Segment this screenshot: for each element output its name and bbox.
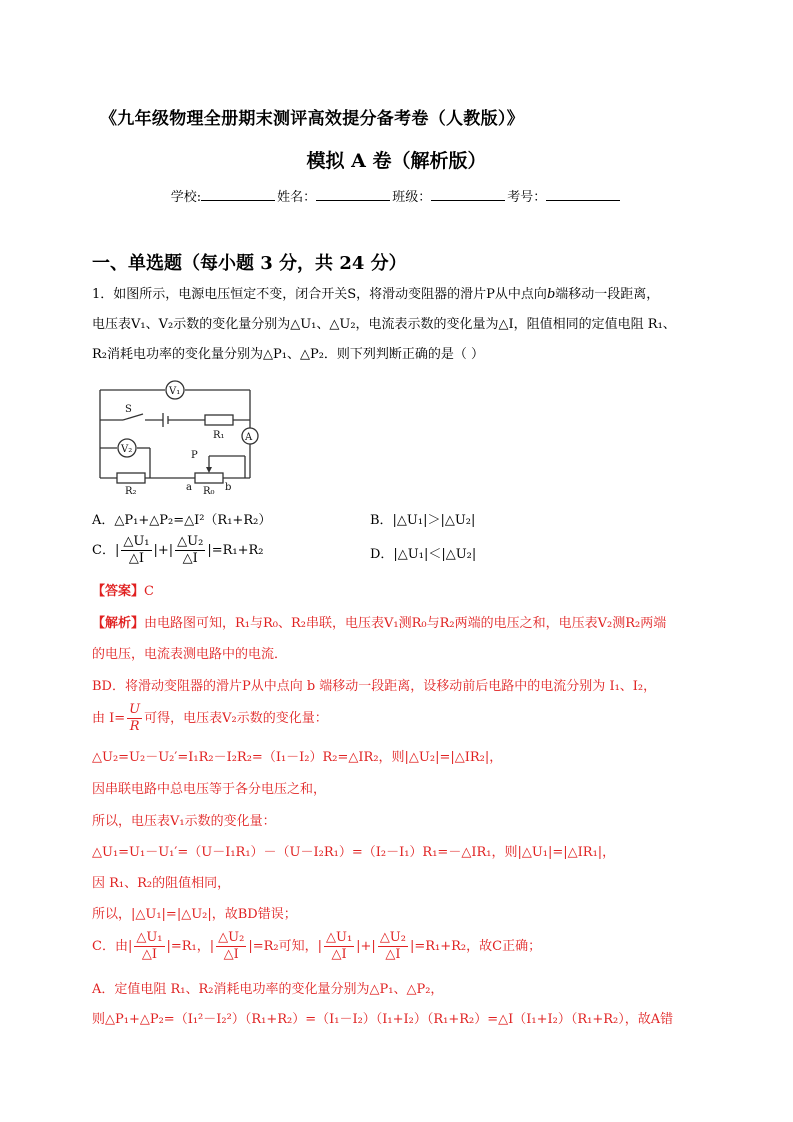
fraction	[378, 930, 408, 963]
fraction-den: △I	[385, 947, 401, 962]
label-s: S	[125, 404, 132, 415]
fraction-num: U	[129, 702, 141, 717]
analysis-label: 【解析】	[92, 616, 145, 631]
name-blank	[316, 189, 390, 201]
question-number: 1．	[92, 287, 114, 302]
analysis-line-13: 则△P₁+△P₂=（I₁²－I₂²）（R₁+R₂）=（I₁－I₂）（I₁+I₂）（R₁+R₂）=△I（I₁+I₂）（R₁+R₂），故A错	[92, 1012, 674, 1027]
option-b[interactable]: B．|△U₁|＞|△U₂|	[370, 513, 476, 528]
name-label: 姓名：	[277, 190, 317, 205]
student-info-line	[0, 186, 793, 205]
question-line-2: 电压表V₁、V₂示数的变化量分别为△U₁、△U₂，电流表示数的变化量为△I，阻值相同的定值电阻 R₁、	[92, 317, 676, 332]
question-line-1	[92, 280, 712, 310]
analysis-text-1: 由电路图可知，R₁与R₀、R₂串联，电压表V₁测R₀与R₂两端的电压之和，电压表V₂测R₂两端	[144, 616, 667, 631]
fraction-den: △I	[182, 551, 198, 566]
analysis-11-m3: |+|	[356, 939, 376, 954]
option-a[interactable]: A．△P₁+△P₂=△I²（R₁+R₂）	[92, 513, 272, 528]
answer-label: 【答案】	[92, 584, 145, 599]
analysis-line-12: A．定值电阻 R₁、R₂消耗电功率的变化量分别为△P₁、△P₂，	[92, 982, 444, 997]
fraction-num: △U₂	[379, 930, 406, 945]
analysis-line-8: △U₁=U₁－U₁′=（U－I₁R₁）－（U－I₂R₁）=（I₂－I₁）R₁=－△IR₁，则|△U₁|=|△IR₁|，	[92, 845, 616, 860]
analysis-4-pre: 由 I=	[92, 711, 126, 726]
fraction-den: R	[129, 719, 140, 734]
option-c-end: |=R₁+R₂	[207, 543, 264, 558]
label-r1: R₁	[213, 430, 225, 441]
option-c-prefix: C．|	[92, 543, 120, 558]
label-r0: R₀	[203, 486, 215, 496]
analysis-11-end: |=R₁+R₂，故C正确；	[409, 939, 542, 954]
analysis-11-pre: C．由|	[92, 939, 133, 954]
option-c[interactable]	[92, 534, 264, 567]
exam-no-label: 考号：	[507, 190, 547, 205]
analysis-line-9: 因 R₁、R₂的阻值相同，	[92, 876, 231, 891]
analysis-line-1	[92, 612, 666, 631]
analysis-4-post: 可得，电压表V₂示数的变化量：	[144, 711, 328, 726]
analysis-line-7: 所以，电压表V₁示数的变化量：	[92, 814, 276, 829]
fraction-den: △I	[128, 551, 144, 566]
label-v2: V₂	[121, 444, 133, 455]
school-label: 学校:	[170, 190, 202, 205]
fraction-num: △U₁	[136, 930, 163, 945]
question-stem	[92, 280, 712, 370]
fraction	[175, 534, 205, 567]
exam-no-blank	[546, 189, 620, 201]
document-subtitle: 模拟 A 卷（解析版）	[306, 150, 487, 172]
label-end-b: b	[225, 482, 232, 493]
fraction	[127, 702, 142, 735]
section-heading: 一、单选题（每小题 3 分，共 24 分）	[92, 253, 407, 274]
fraction	[134, 930, 164, 963]
fraction-num: △U₁	[325, 930, 353, 945]
answer-value: C	[144, 584, 154, 599]
analysis-11-m1: |=R₁，|	[166, 939, 215, 954]
label-r2: R₂	[125, 486, 137, 496]
label-end-a: a	[186, 482, 192, 493]
analysis-line-3: BD．将滑动变阻器的滑片P从中点向 b 端移动一段距离，设移动前后电路中的电流分别为 I₁、I₂，	[92, 679, 657, 694]
analysis-line-2: 的电压，电流表测电路中的电流．	[92, 647, 288, 662]
fraction	[216, 930, 246, 963]
analysis-line-10: 所以，|△U₁|=|△U₂|，故BD错误；	[92, 907, 297, 922]
document-title: 《九年级物理全册期末测评高效提分备考卷（人教版）》	[100, 109, 524, 129]
label-v1: V₁	[169, 386, 181, 397]
circuit-diagram	[95, 378, 265, 496]
option-c-mid: |+|	[153, 543, 174, 558]
question-text-1: 如图所示，电源电压恒定不变，闭合开关S，将滑动变阻器的滑片P从中点向	[113, 287, 547, 302]
question-text-b: b	[546, 287, 556, 302]
fraction-num: △U₂	[218, 930, 245, 945]
school-blank	[201, 189, 275, 201]
fraction-num: △U₁	[123, 534, 150, 549]
class-blank	[431, 189, 505, 201]
fraction-den: △I	[331, 947, 347, 962]
question-text-1-end: 端移动一段距离，	[555, 287, 660, 302]
label-p: P	[191, 450, 198, 461]
fraction-den: △I	[223, 947, 239, 962]
answer-line	[92, 580, 154, 599]
label-a: A	[245, 432, 253, 443]
analysis-11-m2: |=R₂可知，|	[248, 939, 322, 954]
analysis-line-11	[92, 930, 541, 963]
class-label: 班级：	[392, 190, 432, 205]
fraction	[324, 930, 354, 963]
option-d[interactable]: D．|△U₁|＜|△U₂|	[370, 547, 477, 562]
fraction	[121, 534, 151, 567]
analysis-line-4	[92, 702, 328, 735]
question-line-3: R₂消耗电功率的变化量分别为△P₁、△P₂．则下列判断正确的是（ ）	[92, 347, 485, 362]
analysis-line-5: △U₂=U₂－U₂′=I₁R₂－I₂R₂=（I₁－I₂）R₂=△IR₂，则|△U₂|=|△IR₂|，	[92, 750, 503, 765]
fraction-den: △I	[141, 947, 157, 962]
analysis-line-6: 因串联电路中总电压等于各分电压之和，	[92, 782, 327, 797]
fraction-num: △U₂	[177, 534, 204, 549]
